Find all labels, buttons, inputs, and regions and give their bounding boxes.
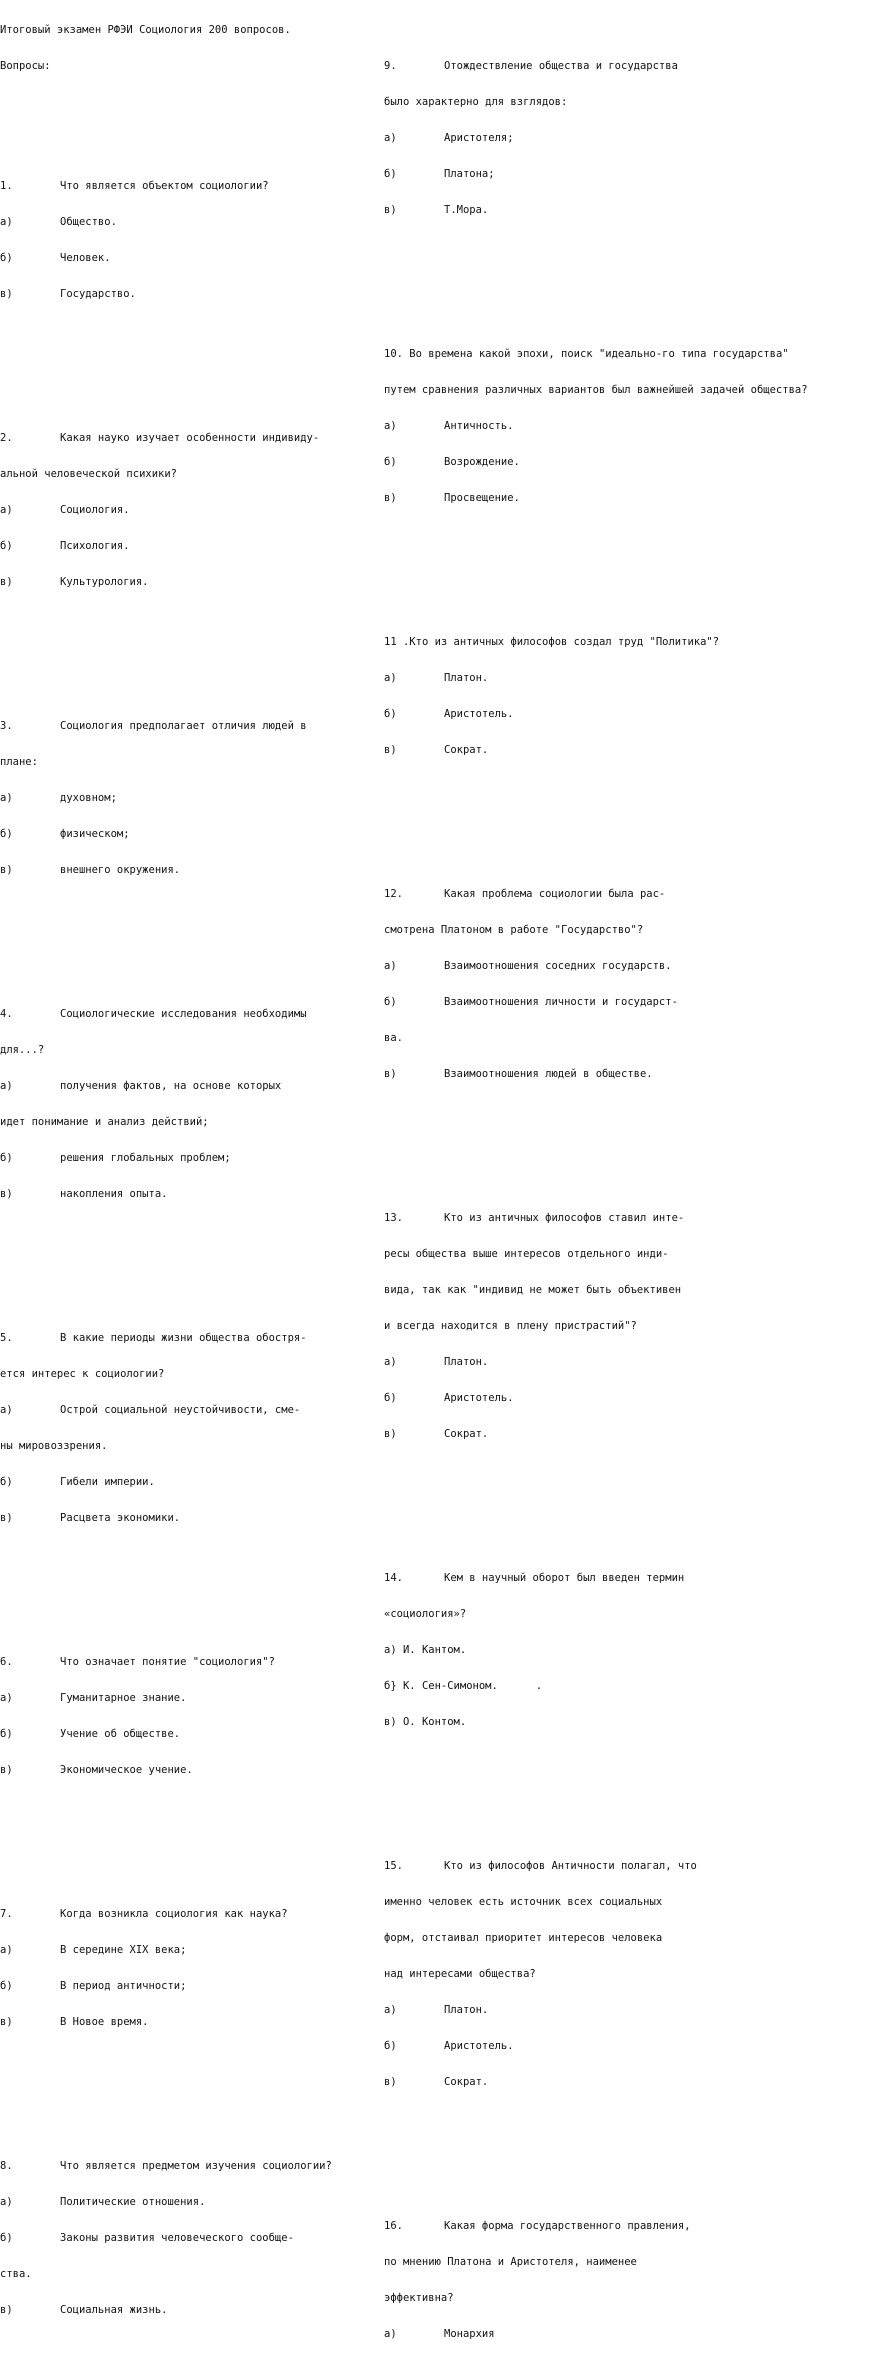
option-text: духовном; xyxy=(60,792,117,804)
option-text: И. Кантом. xyxy=(402,1644,467,1656)
option-letter: б) xyxy=(384,996,397,1008)
option-text: Сократ. xyxy=(444,1428,489,1440)
option-letter: в) xyxy=(0,1764,13,1776)
question-text: Что является предметом изучения социологии? xyxy=(60,2160,332,2172)
question-11 xyxy=(384,612,884,780)
question-number: 4. xyxy=(0,1008,13,1020)
option-text: Аристотеля; xyxy=(444,132,514,144)
option-text: К. Сен-Симоном. . xyxy=(402,1680,543,1692)
question-text-continued: для...? xyxy=(0,1044,45,1056)
question-3 xyxy=(0,696,382,900)
left-column xyxy=(0,0,382,2352)
option-text: В середине XIX века; xyxy=(60,1944,187,1956)
option-text: физическом; xyxy=(60,828,130,840)
option-letter: в) xyxy=(0,1188,13,1200)
option-text: решения глобальных проблем; xyxy=(60,1152,231,1164)
question-text: Что является объектом социологии? xyxy=(60,180,269,192)
option-text: Общество. xyxy=(60,216,117,228)
question-text: Какая науко изучает особенности индивиду- xyxy=(60,432,320,444)
option-text: Гибели империи. xyxy=(60,1476,155,1488)
option-text: Человек. xyxy=(60,252,111,264)
option-letter: в) xyxy=(384,1716,397,1728)
question-text: В какие периоды жизни общества обостря- xyxy=(60,1332,307,1344)
question-text: Социология предполагает отличия людей в xyxy=(60,720,307,732)
option-letter: в) xyxy=(0,1512,13,1524)
option-text-continued: ны мировоззрения. xyxy=(0,1440,108,1452)
option-letter: б) xyxy=(384,456,397,468)
question-9 xyxy=(384,36,884,240)
option-letter: б) xyxy=(0,1728,13,1740)
option-text: Гуманитарное знание. xyxy=(60,1692,187,1704)
question-15 xyxy=(384,1836,884,2112)
option-letter: б) xyxy=(0,828,13,840)
option-letter: в) xyxy=(384,1428,397,1440)
question-4 xyxy=(0,984,382,1224)
question-text-continued: по мнению Платона и Аристотеля, наименее xyxy=(384,2256,637,2268)
option-letter: б) xyxy=(0,1476,13,1488)
question-number: 7. xyxy=(0,1908,13,1920)
option-letter: в) xyxy=(0,288,13,300)
question-8 xyxy=(0,2136,382,2340)
option-letter: б) xyxy=(0,1152,13,1164)
option-text: Аристотель. xyxy=(444,2040,514,2052)
question-number: 13. xyxy=(384,1212,403,1224)
question-text: Во времена какой эпохи, поиск "идеально-го типа государства" xyxy=(409,348,789,360)
option-letter: а) xyxy=(0,504,13,516)
option-text: Аристотель. xyxy=(444,708,514,720)
question-7 xyxy=(0,1884,382,2052)
question-text: Что означает понятие "социология"? xyxy=(60,1656,275,1668)
option-text: Социальная жизнь. xyxy=(60,2304,168,2316)
option-text-continued: ва. xyxy=(384,1032,403,1044)
question-16 xyxy=(384,2196,884,2364)
option-text: В Новое время. xyxy=(60,2016,149,2028)
option-text: Платон. xyxy=(444,2004,489,2016)
option-letter: в) xyxy=(384,204,397,216)
option-text: Просвещение. xyxy=(444,492,520,504)
question-10 xyxy=(384,324,884,528)
document-subtitle: Вопросы: xyxy=(0,60,51,72)
option-letter: а) xyxy=(0,2196,13,2208)
question-text-continued: вида, так как "индивид не может быть объективен xyxy=(384,1284,682,1296)
option-text: внешнего окружения. xyxy=(60,864,181,876)
question-number: 11 xyxy=(384,636,397,648)
option-letter: б} xyxy=(384,1680,397,1692)
option-letter: б) xyxy=(0,1980,13,1992)
option-letter: б) xyxy=(0,2232,13,2244)
option-text: Психология. xyxy=(60,540,130,552)
option-text: Т.Мора. xyxy=(444,204,489,216)
question-text-continued: путем сравнения различных вариантов был важнейшей задачей общества? xyxy=(384,384,808,396)
question-text-continued: ресы общества выше интересов отдельного инди- xyxy=(384,1248,669,1260)
question-text-continued: именно человек есть источник всех социальных xyxy=(384,1896,663,1908)
question-number: 16. xyxy=(384,2220,403,2232)
option-letter: а) xyxy=(0,792,13,804)
option-text: Политические отношения. xyxy=(60,2196,206,2208)
option-letter: а) xyxy=(0,1404,13,1416)
option-letter: в) xyxy=(384,1068,397,1080)
question-text-continued: над интересами общества? xyxy=(384,1968,536,1980)
option-letter: а) xyxy=(384,672,397,684)
option-text: О. Контом. xyxy=(402,1716,467,1728)
question-number: 1. xyxy=(0,180,13,192)
option-text: Государство. xyxy=(60,288,136,300)
question-text: Социологические исследования необходимы xyxy=(60,1008,307,1020)
option-letter: а) xyxy=(384,960,397,972)
option-text: Взаимоотношения людей в обществе. xyxy=(444,1068,653,1080)
right-column xyxy=(384,0,884,2376)
question-12 xyxy=(384,864,884,1104)
option-text: Античность. xyxy=(444,420,514,432)
option-letter: а) xyxy=(0,1944,13,1956)
question-1 xyxy=(0,156,382,324)
option-text: Экономическое учение. xyxy=(60,1764,193,1776)
question-13 xyxy=(384,1188,884,1464)
option-text: Монархия xyxy=(444,2328,495,2340)
question-text-continued: форм, отстаивал приоритет интересов человека xyxy=(384,1932,663,1944)
question-text: Когда возникла социология как наука? xyxy=(60,1908,288,1920)
option-text: Острой социальной неустойчивости, сме- xyxy=(60,1404,301,1416)
question-number: 6. xyxy=(0,1656,13,1668)
option-text: Культурология. xyxy=(60,576,149,588)
option-letter: б) xyxy=(384,168,397,180)
option-text: Расцвета экономики. xyxy=(60,1512,181,1524)
option-text: Аристотель. xyxy=(444,1392,514,1404)
option-letter: в) xyxy=(0,576,13,588)
option-letter: а) xyxy=(0,1692,13,1704)
option-text: Законы развития человеческого сообще- xyxy=(60,2232,294,2244)
option-letter: б) xyxy=(384,2040,397,2052)
option-letter: а) xyxy=(384,2328,397,2340)
question-6 xyxy=(0,1632,382,1800)
option-text: Учение об обществе. xyxy=(60,1728,181,1740)
option-text: Платон. xyxy=(444,1356,489,1368)
question-text: Какая проблема социологии была рас- xyxy=(444,888,666,900)
question-number: 10. xyxy=(384,348,403,360)
option-text: Платона; xyxy=(444,168,495,180)
question-text-continued: было характерно для взглядов: xyxy=(384,96,568,108)
question-text-continued: «социология»? xyxy=(384,1608,467,1620)
document-title: Итоговый экзамен РФЭИ Социология 200 вопросов. xyxy=(0,24,291,36)
question-text: .Кто из античных философов создал труд "Политика"? xyxy=(402,636,720,648)
option-letter: в) xyxy=(0,2304,13,2316)
question-text: Отождествление общества и государства xyxy=(444,60,678,72)
option-letter: в) xyxy=(384,492,397,504)
question-number: 2. xyxy=(0,432,13,444)
option-letter: а) xyxy=(384,1356,397,1368)
option-letter: в) xyxy=(384,2076,397,2088)
option-text: получения фактов, на основе которых xyxy=(60,1080,282,1092)
question-text: Кто из философов Античности полагал, что xyxy=(444,1860,697,1872)
option-text: Сократ. xyxy=(444,744,489,756)
option-text-continued: идет понимание и анализ действий; xyxy=(0,1116,209,1128)
option-text: накопления опыта. xyxy=(60,1188,168,1200)
option-letter: в) xyxy=(384,744,397,756)
option-letter: а) xyxy=(0,216,13,228)
question-text: Кем в научный оборот был введен термин xyxy=(444,1572,685,1584)
question-number: 9. xyxy=(384,60,397,72)
question-number: 12. xyxy=(384,888,403,900)
option-text: Возрождение. xyxy=(444,456,520,468)
question-text-continued: эффективна? xyxy=(384,2292,454,2304)
option-text-continued: ства. xyxy=(0,2268,32,2280)
option-letter: б) xyxy=(0,252,13,264)
option-text: В период античности; xyxy=(60,1980,187,1992)
question-text-continued: плане: xyxy=(0,756,38,768)
option-letter: б) xyxy=(384,708,397,720)
question-text-continued: ется интерес к социологии? xyxy=(0,1368,165,1380)
question-2 xyxy=(0,408,382,612)
option-letter: а) xyxy=(384,2004,397,2016)
question-number: 8. xyxy=(0,2160,13,2172)
question-text-continued: и всегда находится в плену пристрастий"? xyxy=(384,1320,637,1332)
option-letter: а) xyxy=(384,420,397,432)
option-letter: б) xyxy=(384,1392,397,1404)
option-letter: в) xyxy=(0,864,13,876)
option-text: Платон. xyxy=(444,672,489,684)
question-14 xyxy=(384,1548,884,1752)
option-letter: а) xyxy=(0,1080,13,1092)
question-number: 14. xyxy=(384,1572,403,1584)
question-number: 5. xyxy=(0,1332,13,1344)
option-text: Взаимоотношения соседних государств. xyxy=(444,960,672,972)
question-5 xyxy=(0,1308,382,1548)
question-text-continued: альной человеческой психики? xyxy=(0,468,178,480)
question-text-continued: смотрена Платоном в работе "Государство"? xyxy=(384,924,644,936)
question-number: 15. xyxy=(384,1860,403,1872)
question-text: Какая форма государственного правления, xyxy=(444,2220,691,2232)
option-letter: а) xyxy=(384,1644,397,1656)
option-text: Социология. xyxy=(60,504,130,516)
option-letter: б) xyxy=(0,540,13,552)
option-text: Сократ. xyxy=(444,2076,489,2088)
question-number: 3. xyxy=(0,720,13,732)
option-text: Взаимоотношения личности и государст- xyxy=(444,996,678,1008)
option-letter: а) xyxy=(384,132,397,144)
question-text: Кто из античных философов ставил инте- xyxy=(444,1212,685,1224)
option-letter: в) xyxy=(0,2016,13,2028)
